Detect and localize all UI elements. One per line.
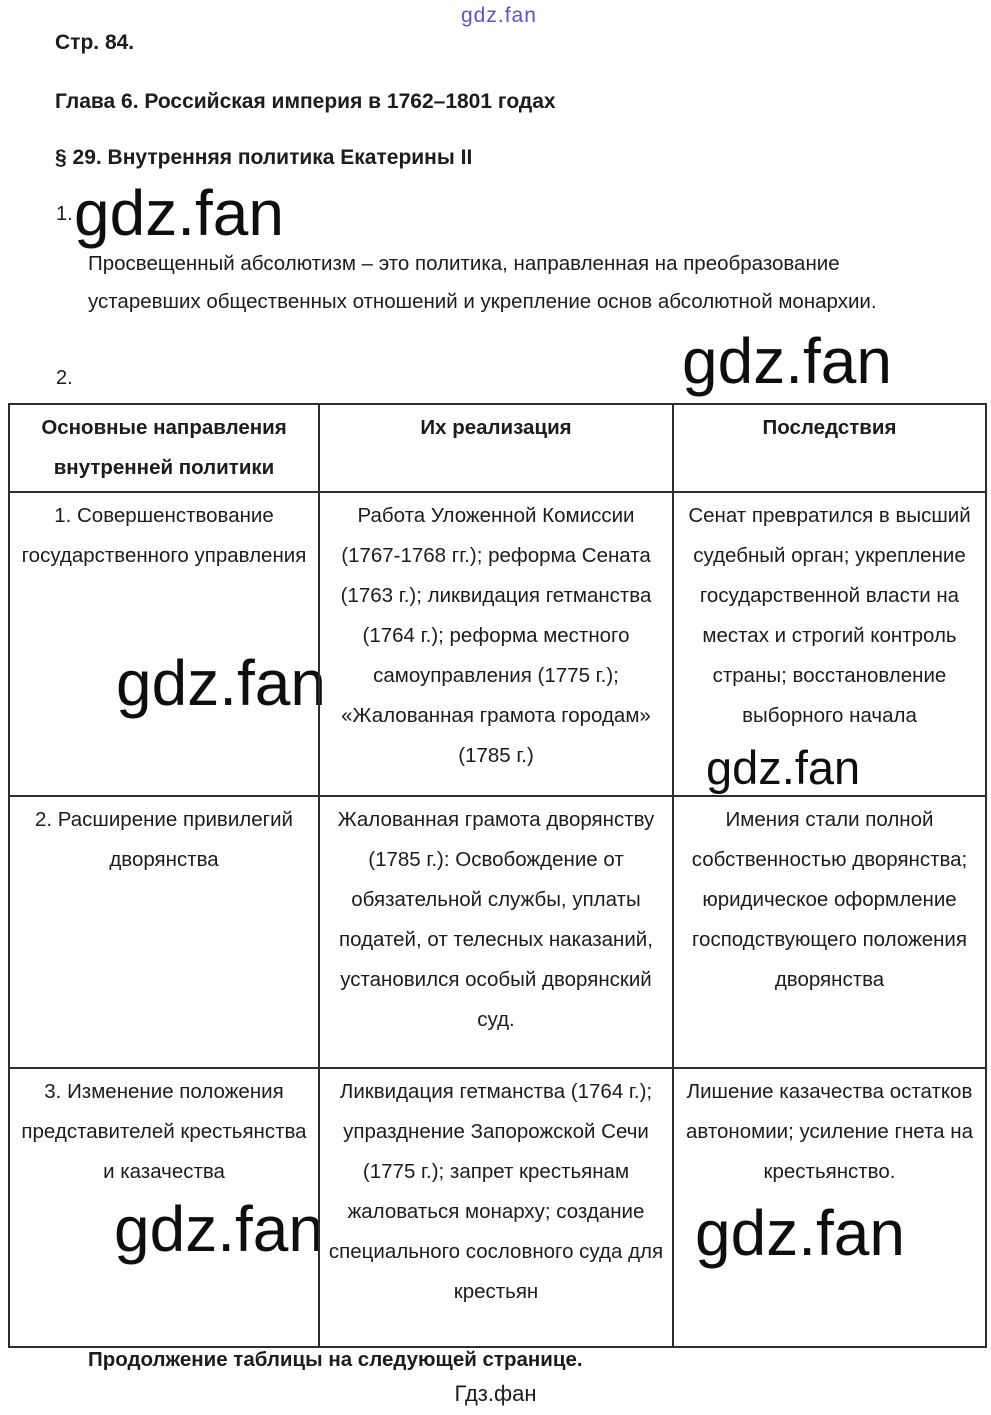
continuation-note: Продолжение таблицы на следующей странице. xyxy=(88,1348,583,1371)
row1-direction: 1. Совершенствование государственного управления xyxy=(9,492,319,796)
table-row xyxy=(9,492,986,796)
watermark-item1: gdz.fan xyxy=(74,177,284,249)
table-header-row xyxy=(9,404,986,492)
row1-realization: Работа Уложенной Комиссии (1767-1768 гг.); реформа Сената (1763 г.); ликвидация гетманства (1764 г.); реформа местного самоуправления (1775 г.); «Жалованная грамота городам» (1785 г.) xyxy=(319,492,673,796)
header-realization: Их реализация xyxy=(319,404,673,492)
page-number-label: Стр. 84. xyxy=(55,31,135,54)
row2-consequences: Имения стали полной собственностью дворянства; юридическое оформление господствующего положения дворянства xyxy=(673,796,986,1068)
item1-answer-text: Просвещенный абсолютизм – это политика, направленная на преобразование устаревших общественных отношений и укрепление основ абсолютной монархии. xyxy=(88,252,877,313)
watermark-top: gdz.fan xyxy=(461,4,537,27)
header-directions: Основные направления внутренней политики xyxy=(9,404,319,492)
chapter-heading: Глава 6. Российская империя в 1762–1801 годах xyxy=(55,90,556,113)
section-heading: § 29. Внутренняя политика Екатерины II xyxy=(55,146,473,169)
watermark-row1-left: gdz.fan xyxy=(116,647,326,719)
watermark-row3-right: gdz.fan xyxy=(695,1197,905,1269)
site-name-footer: Гдз.фан xyxy=(454,1381,537,1406)
answer-table xyxy=(8,403,987,1348)
header-consequences: Последствия xyxy=(673,404,986,492)
row2-direction: 2. Расширение привилегий дворянства xyxy=(9,796,319,1068)
item2-number: 2. xyxy=(56,367,73,389)
watermark-above-table: gdz.fan xyxy=(682,325,892,397)
item1-number: 1. xyxy=(56,203,73,225)
table-row xyxy=(9,796,986,1068)
row3-direction: 3. Изменение положения представителей крестьянства и казачества xyxy=(9,1068,319,1347)
watermark-row3-left: gdz.fan xyxy=(114,1193,324,1265)
row3-realization: Ликвидация гетманства (1764 г.); упразднение Запорожской Сечи (1775 г.); запрет крестьянам жаловаться монарху; создание специального сословного суда для крестьян xyxy=(319,1068,673,1347)
row3-consequences: Лишение казачества остатков автономии; усиление гнета на крестьянство. xyxy=(673,1068,986,1347)
row1-consequences: Сенат превратился в высший судебный орган; укрепление государственной власти на местах и строгий контроль страны; восстановление выборного начала xyxy=(673,492,986,796)
table-row xyxy=(9,1068,986,1347)
watermark-row1-right: gdz.fan xyxy=(706,741,861,794)
row2-realization: Жалованная грамота дворянству (1785 г.): Освобождение от обязательной службы, уплаты податей, от телесных наказаний, установился особый дворянский суд. xyxy=(319,796,673,1068)
